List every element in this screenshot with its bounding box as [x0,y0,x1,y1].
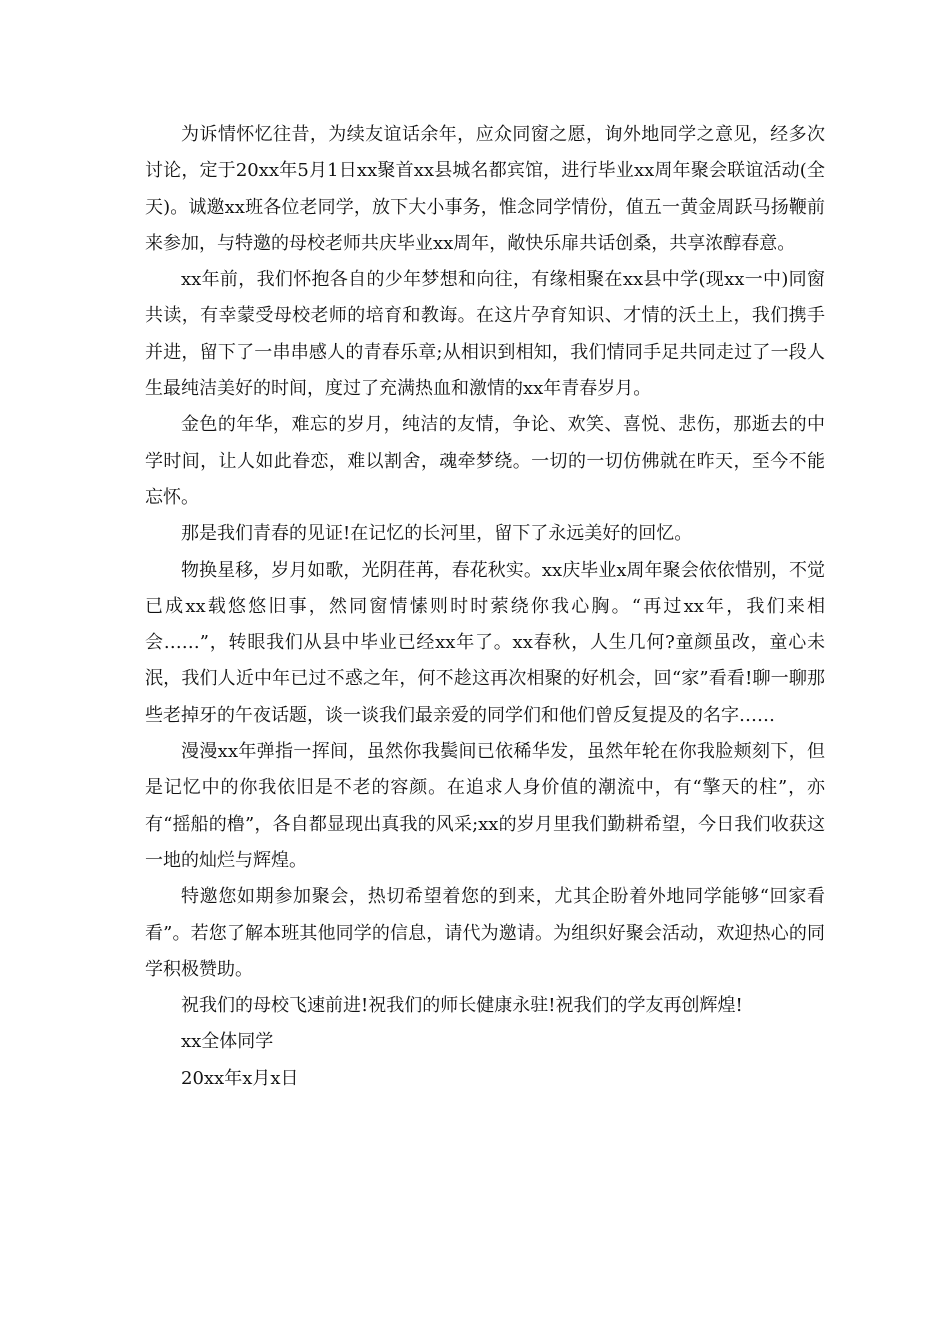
paragraph-golden-years: 金色的年华，难忘的岁月，纯洁的友情，争论、欢笑、喜悦、悲伤，那逝去的中学时间，让人如此眷恋，难以割舍，魂牵梦绕。一切的一切仿佛就在昨天，至今不能忘怀。 [145,414,825,508]
paragraph-xx-years: 漫漫xx年弹指一挥间，虽然你我鬓间已依稀华发，虽然年轮在你我脸颊刻下，但是记忆中的你我依旧是不老的容颜。在追求人身价值的潮流中，有“擎天的柱”，亦有“摇船的橹”，各自都显现出真我的风采;xx的岁月里我们勤耕希望，今日我们收获这一地的灿烂与辉煌。 [145,741,825,871]
paragraph-witness: 那是我们青春的见证!在记忆的长河里，留下了永远美好的回忆。 [181,523,693,545]
paragraph-wishes: 祝我们的母校飞速前进!祝我们的师长健康永驻!祝我们的学友再创辉煌! [181,995,743,1017]
paragraph-time-passes: 物换星移，岁月如歌，光阴荏苒，春花秋实。xx庆毕业x周年聚会依依惜别，不觉已成xx载悠悠旧事，然同窗情愫则时时萦绕你我心胸。“再过xx年，我们来相会……”，转眼我们从县中毕业已经xx年了。xx春秋，人生几何?童颜虽改，童心未泯，我们人近中年已过不惑之年，何不趁这再次相聚的好机会，回“家”看看!聊一聊那些老掉牙的午夜话题，谈一谈我们最亲爱的同学们和他们曾反复提及的名字…… [145,559,825,726]
signature-sender: xx全体同学 [181,1031,274,1053]
signature-date: 20xx年x月x日 [181,1067,299,1089]
paragraph-intro: 为诉情怀忆往昔，为续友谊话余年，应众同窗之愿，询外地同学之意见，经多次讨论，定于20xx年5月1日xx聚首xx县城名都宾馆，进行毕业xx周年聚会联谊活动(全天)。诚邀xx班各位老同学，放下大小事务，惟念同学情份，值五一黄金周跃马扬鞭前来参加，与特邀的母校老师共庆毕业xx周年，敞快乐扉共话创桑，共享浓醇春意。 [145,124,825,254]
paragraph-memories: xx年前，我们怀抱各自的少年梦想和向往，有缘相聚在xx县中学(现xx一中)同窗共读，有幸蒙受母校老师的培育和教诲。在这片孕育知识、才情的沃土上，我们携手并进，留下了一串串感人的青春乐章;从相识到相知，我们情同手足共同走过了一段人生最纯洁美好的时间，度过了充满热血和激情的xx年青春岁月。 [145,269,825,400]
letter-body [145,117,825,1097]
paragraph-invitation: 特邀您如期参加聚会，热切希望着您的到来，尤其企盼着外地同学能够“回家看看”。若您了解本班其他同学的信息，请代为邀请。为组织好聚会活动，欢迎热心的同学积极赞助。 [145,886,825,980]
